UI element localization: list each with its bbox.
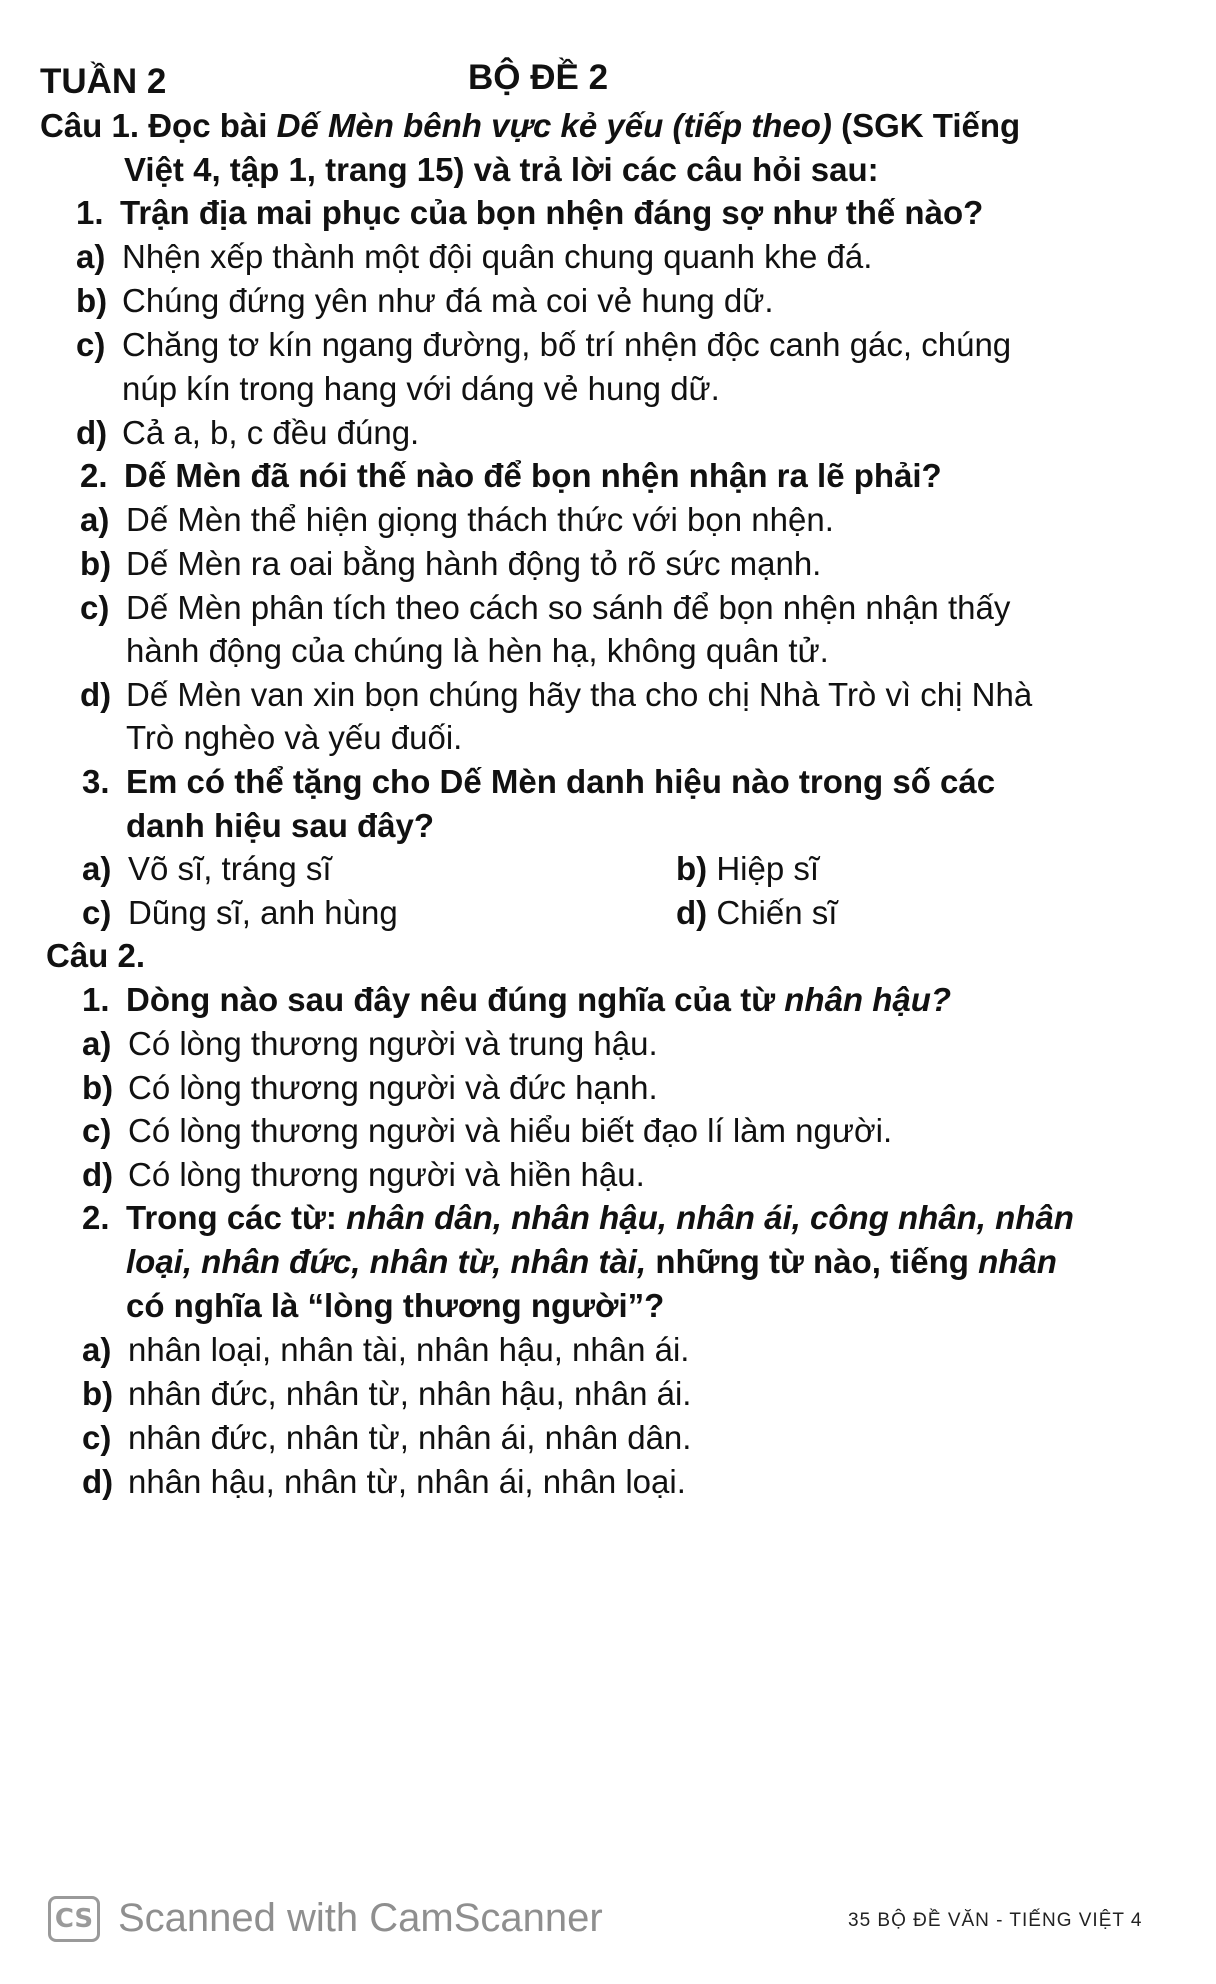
q1-intro-line2: Việt 4, tập 1, trang 15) và trả lời các câu hỏi sau: bbox=[124, 151, 879, 188]
camscanner-logo-icon: CS bbox=[48, 1896, 100, 1942]
q1-s3-question bbox=[82, 762, 995, 802]
option-label: c) bbox=[80, 589, 110, 626]
q2-s1-question bbox=[82, 980, 951, 1020]
option-text: Nhện xếp thành một đội quân chung quanh khe đá. bbox=[122, 238, 873, 275]
option-text: Có lòng thương người và hiền hậu. bbox=[128, 1156, 645, 1193]
q1-s3-text-cont: danh hiệu sau đây? bbox=[126, 807, 435, 844]
q2-s2-words: nhân dân, nhân hậu, nhân ái, công nhân, nhân bbox=[346, 1199, 1074, 1236]
option-label: a) bbox=[80, 501, 110, 538]
option-text: Chúng đứng yên như đá mà coi vẻ hung dữ. bbox=[122, 282, 774, 319]
week-title: TUẦN 2 bbox=[40, 62, 167, 101]
option-label: d) bbox=[80, 676, 112, 713]
q2-s2-lead: Trong các từ: bbox=[126, 1199, 337, 1236]
q2-s2-option-c bbox=[82, 1418, 691, 1458]
q2-s2-option-b bbox=[82, 1374, 691, 1414]
q1-s2-option-a bbox=[80, 500, 834, 540]
q2-s2-question-line3: có nghĩa là “lòng thương người”? bbox=[126, 1287, 665, 1324]
option-label: d) bbox=[676, 894, 708, 931]
q1-s1-option-c bbox=[76, 325, 1011, 365]
option-label: d) bbox=[76, 414, 108, 451]
option-label: c) bbox=[82, 894, 112, 931]
option-label: c) bbox=[82, 1419, 112, 1456]
option-text: Chiến sĩ bbox=[716, 894, 838, 931]
q1-intro-b: (SGK Tiếng bbox=[841, 107, 1021, 144]
option-text: Dế Mèn ra oai bằng hành động tỏ rõ sức mạnh. bbox=[126, 545, 822, 582]
option-text: nhân đức, nhân từ, nhân hậu, nhân ái. bbox=[128, 1375, 692, 1412]
option-text: Có lòng thương người và đức hạnh. bbox=[128, 1069, 658, 1106]
q1-intro bbox=[40, 106, 1020, 146]
q2-s2-num: 2. bbox=[82, 1199, 110, 1236]
q1-s1-question bbox=[76, 193, 983, 233]
option-text: Có lòng thương người và trung hậu. bbox=[128, 1025, 658, 1062]
q2-s1-option-d bbox=[82, 1155, 645, 1195]
q1-s3-option-a bbox=[82, 849, 332, 889]
q2-label: Câu 2. bbox=[46, 937, 146, 974]
q1-reading-title: Dế Mèn bênh vực kẻ yếu (tiếp theo) bbox=[276, 107, 832, 144]
option-label: b) bbox=[82, 1375, 114, 1412]
q1-s1-option-b bbox=[76, 281, 774, 321]
q2-s1-option-b bbox=[82, 1068, 658, 1108]
q2-s2-term: nhân bbox=[978, 1243, 1057, 1280]
q2-s2-mid: những từ nào, tiếng bbox=[655, 1243, 969, 1280]
option-label: b) bbox=[80, 545, 112, 582]
q2-s1-num: 1. bbox=[82, 981, 110, 1018]
q1-s3-text: Em có thể tặng cho Dế Mèn danh hiệu nào trong số các bbox=[126, 763, 996, 800]
q1-s1-option-d bbox=[76, 413, 419, 453]
option-text: Dế Mèn thể hiện giọng thách thức với bọn nhện. bbox=[126, 501, 834, 538]
q2-s2-question bbox=[82, 1198, 1074, 1238]
q1-s2-option-d-cont: Trò nghèo và yếu đuối. bbox=[126, 719, 463, 756]
q1-s2-question bbox=[80, 456, 942, 496]
q2-s2-option-d bbox=[82, 1462, 686, 1502]
option-label: b) bbox=[82, 1069, 114, 1106]
option-text: Dế Mèn van xin bọn chúng hãy tha cho chị Nhà Trò vì chị Nhà bbox=[126, 676, 1033, 713]
q2-s1-text: Dòng nào sau đây nêu đúng nghĩa của từ bbox=[126, 981, 776, 1018]
option-text: Hiệp sĩ bbox=[716, 850, 820, 887]
option-label: d) bbox=[82, 1463, 114, 1500]
option-text: Võ sĩ, tráng sĩ bbox=[128, 850, 332, 887]
option-text: nhân đức, nhân từ, nhân ái, nhân dân. bbox=[128, 1419, 692, 1456]
q1-s3-option-b bbox=[676, 849, 819, 889]
q2-s2-question-line2 bbox=[126, 1242, 1057, 1282]
q2-s1-word: nhân hậu? bbox=[784, 981, 952, 1018]
option-label: c) bbox=[82, 1112, 112, 1149]
q1-s1-text: Trận địa mai phục của bọn nhện đáng sợ như thế nào? bbox=[120, 194, 984, 231]
q1-s2-num: 2. bbox=[80, 457, 108, 494]
q1-s2-option-b bbox=[80, 544, 821, 584]
q2-s2-words-cont: loại, nhân đức, nhân từ, nhân tài, bbox=[126, 1243, 647, 1280]
option-text: Chăng tơ kín ngang đường, bố trí nhện độc canh gác, chúng bbox=[122, 326, 1012, 363]
option-label: a) bbox=[82, 1025, 112, 1062]
q1-s2-text: Dế Mèn đã nói thế nào để bọn nhện nhận ra lẽ phải? bbox=[124, 457, 942, 494]
option-label: c) bbox=[76, 326, 106, 363]
q1-s3-option-c bbox=[82, 893, 398, 933]
q1-s2-option-c-cont: hành động của chúng là hèn hạ, không quân tử. bbox=[126, 632, 829, 669]
option-text: Cả a, b, c đều đúng. bbox=[122, 414, 420, 451]
q1-s2-option-d bbox=[80, 675, 1032, 715]
option-text: Dũng sĩ, anh hùng bbox=[128, 894, 398, 931]
q1-s3-option-d bbox=[676, 893, 837, 933]
q1-label: Câu 1. bbox=[40, 107, 140, 144]
option-text: nhân hậu, nhân từ, nhân ái, nhân loại. bbox=[128, 1463, 686, 1500]
option-label: d) bbox=[82, 1156, 114, 1193]
option-label: a) bbox=[82, 1331, 112, 1368]
option-label: a) bbox=[82, 850, 112, 887]
q2-s1-option-a bbox=[82, 1024, 658, 1064]
set-title: BỘ ĐỀ 2 bbox=[468, 58, 609, 97]
option-text: Dế Mèn phân tích theo cách so sánh để bọn nhện nhận thấy bbox=[126, 589, 1011, 626]
camscanner-watermark: Scanned with CamScanner bbox=[118, 1896, 603, 1940]
q1-s1-option-c-cont: núp kín trong hang với dáng vẻ hung dữ. bbox=[122, 370, 720, 407]
option-text: Có lòng thương người và hiểu biết đạo lí làm người. bbox=[128, 1112, 893, 1149]
option-label: b) bbox=[676, 850, 708, 887]
q2-s1-option-c bbox=[82, 1111, 892, 1151]
q1-s2-option-c bbox=[80, 588, 1010, 628]
option-text: nhân loại, nhân tài, nhân hậu, nhân ái. bbox=[128, 1331, 690, 1368]
book-title-footer: 35 BỘ ĐỀ VĂN - TIẾNG VIỆT 4 bbox=[848, 1910, 1143, 1931]
option-label: a) bbox=[76, 238, 106, 275]
q1-s1-num: 1. bbox=[76, 194, 104, 231]
option-label: b) bbox=[76, 282, 108, 319]
q2-s2-option-a bbox=[82, 1330, 689, 1370]
q1-s3-num: 3. bbox=[82, 763, 110, 800]
q1-intro-a: Đọc bài bbox=[148, 107, 268, 144]
q1-s1-option-a bbox=[76, 237, 872, 277]
